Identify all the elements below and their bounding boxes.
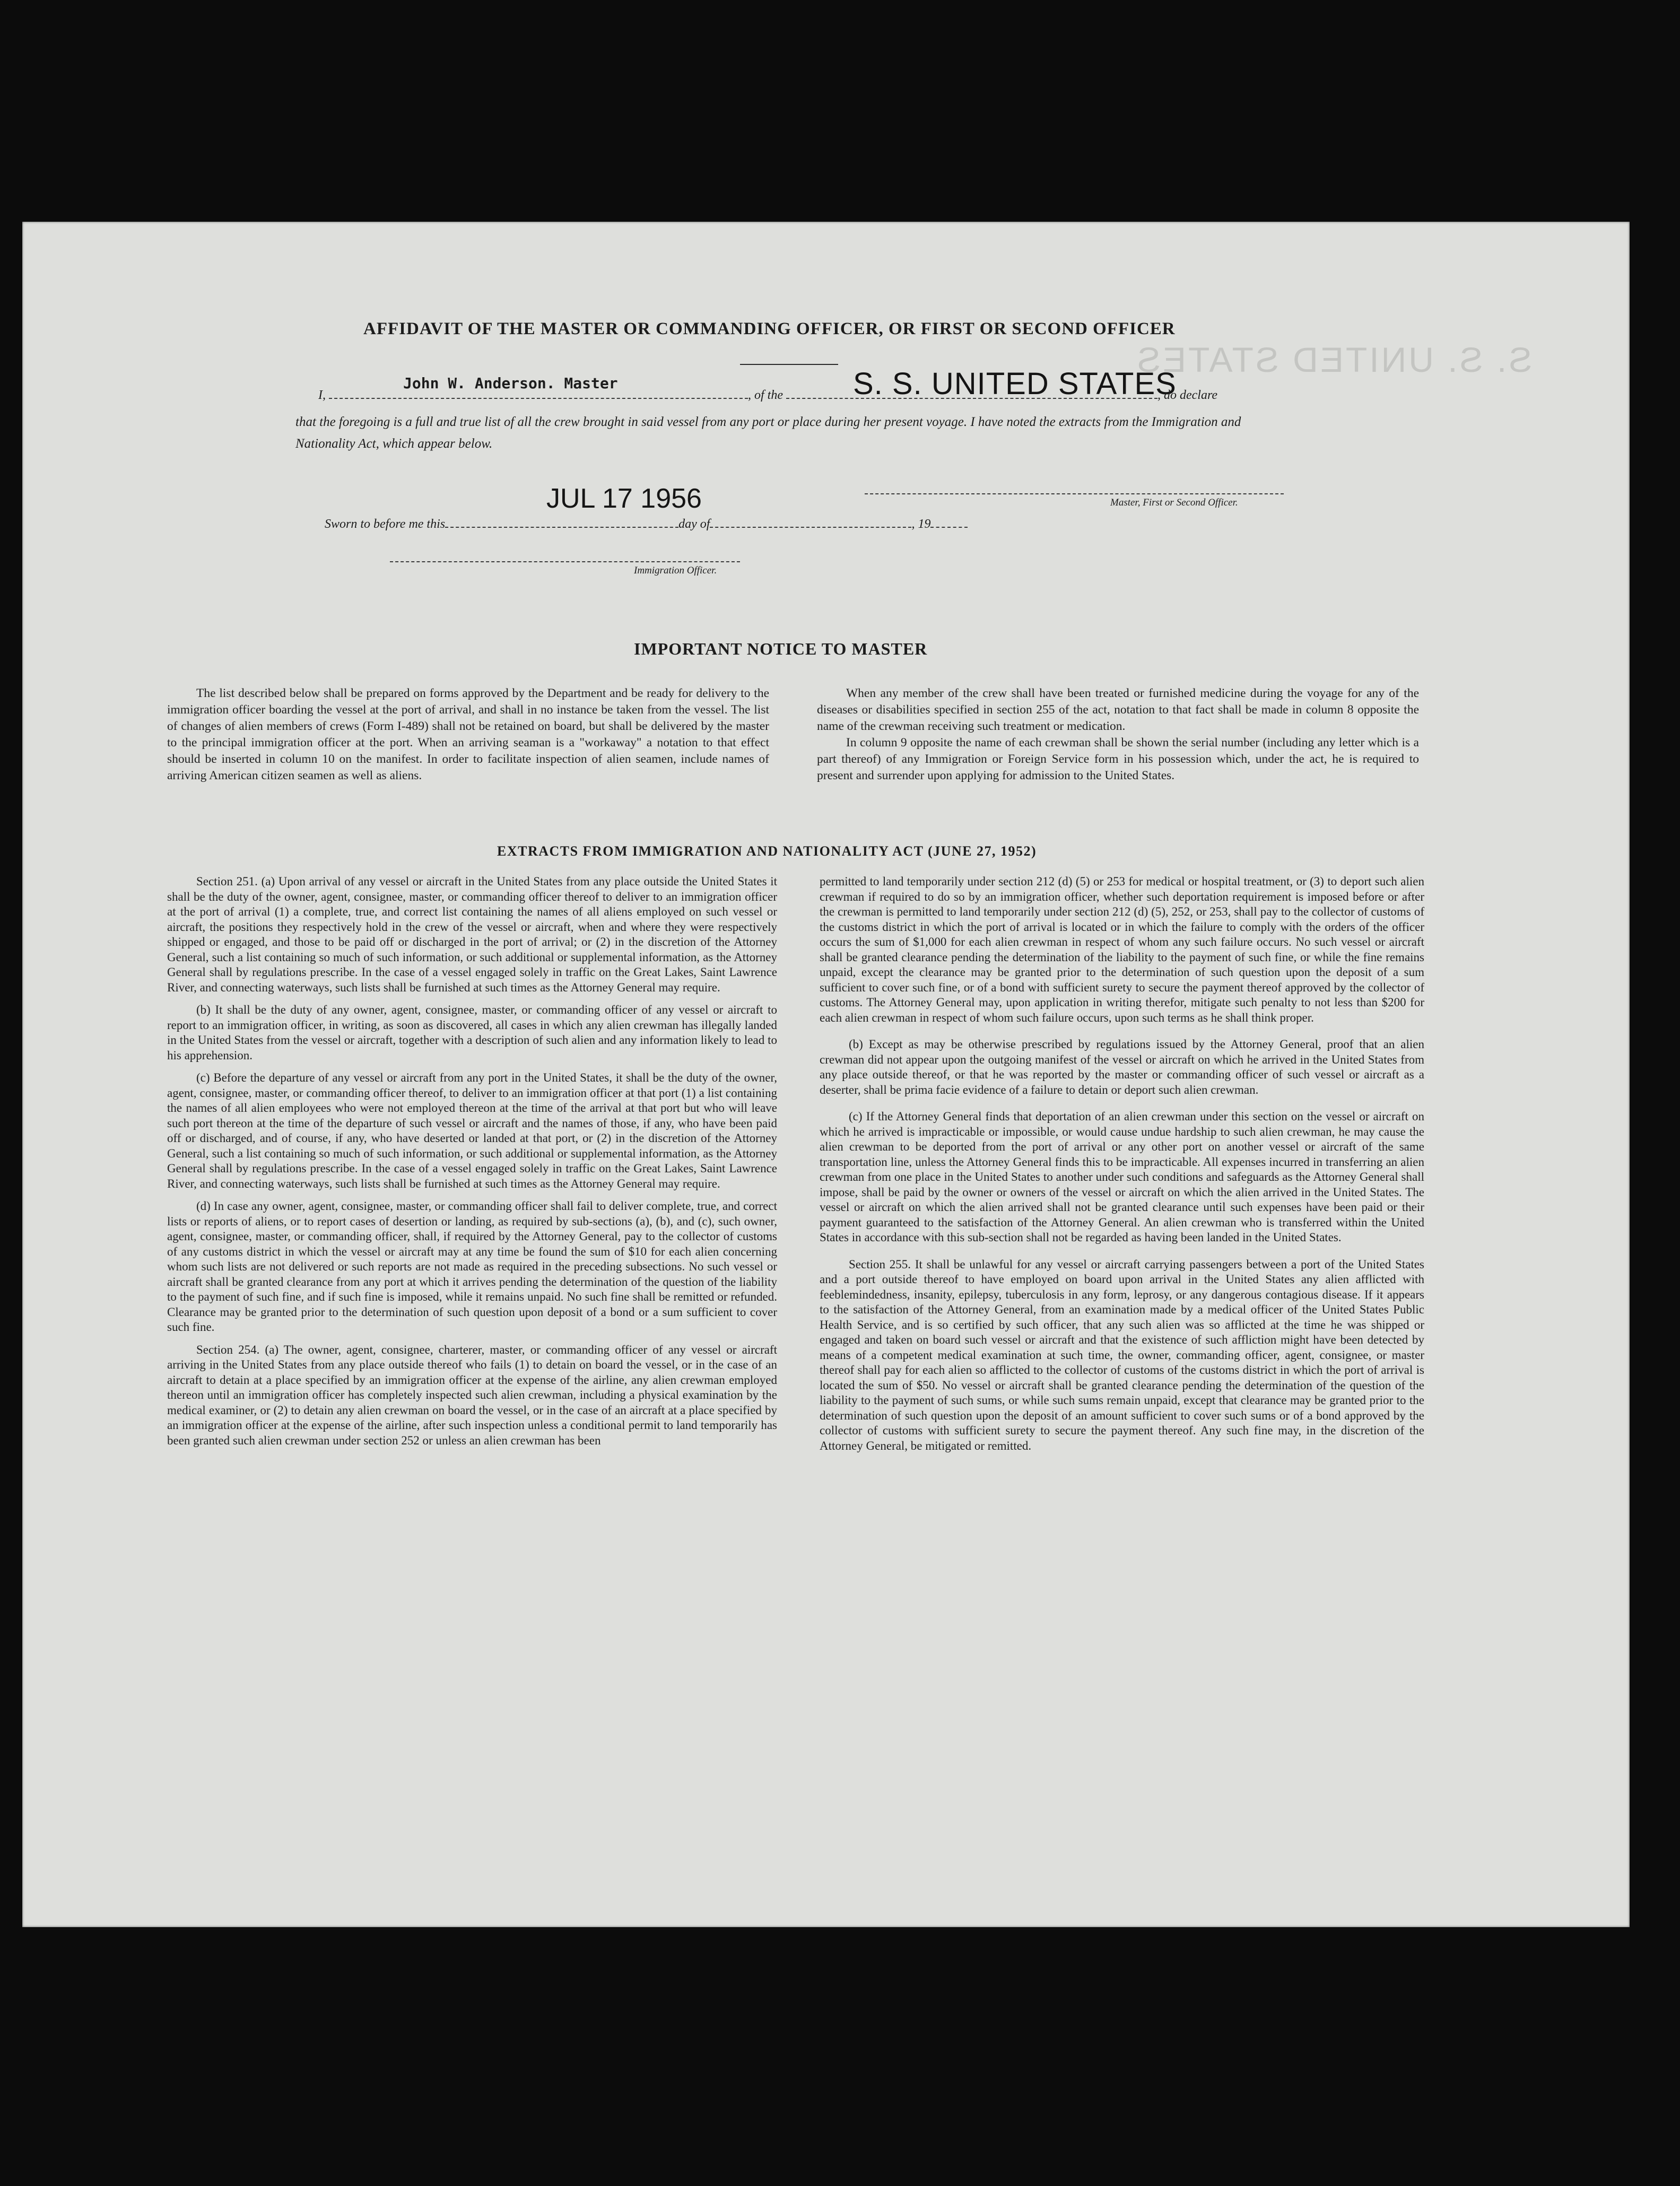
officer-signature-caption: Immigration Officer. xyxy=(634,565,717,576)
sworn-month-field xyxy=(710,527,911,528)
master-signature-caption: Master, First or Second Officer. xyxy=(1110,497,1238,508)
declaration-text: that the foregoing is a full and true list of all the crew brought in said vessel from any port or place during her present voyage. I have noted the extracts from the Immigration and Nationality Act, which appear below. xyxy=(295,415,1241,451)
of-the-label: , of the xyxy=(748,388,783,402)
date-stamp: JUL 17 1956 xyxy=(546,483,702,514)
notice-paragraph: When any member of the crew shall have been treated or furnished medicine during the voyage for any of the diseases or disabilities specified in section 255 of the act, notation to that fact shall be made in column 8 opposite the name of the crewman receiving such treatment or medication. xyxy=(817,686,1419,733)
statute-section: Section 255. It shall be unlawful for any vessel or aircraft carrying passengers between a port of the United States and a port outside thereof to have employed on board upon arrival in the United States any alien afflicted with feeblemindedness, insanity, epilepsy, tuberculosis in any form, leprosy, or any dangerous contagious disease. If it appears to the satisfaction of the Attorney General, from an examination made by a medical officer of the United States Public Health Service, and is so certified by such officer, that any such alien was so afflicted at the time he was shipped or engaged and taken on board such vessel or aircraft and that the existence of such affliction might have been detected by means of a competent medical examination at such time, the owner, commanding officer, agent, consignee, or master thereof shall pay for each alien so afflicted to the collector of customs of the customs district in which the port of arrival is located the sum of $50. No vessel or aircraft shall be granted clearance pending the determination of the question of the liability to the payment of such sums, or while such sums remain unpaid, except that clearance may be granted prior to the determination of such question upon the deposit of an amount sufficient to cover such sums or of a bond approved by the collector of customs with sufficient surety to secure the payment thereof. Any such fine may, in the discretion of the Attorney General, be mitigated or remitted. xyxy=(820,1257,1424,1452)
extracts-right-column xyxy=(820,874,1424,1453)
bleed-through-text: S. S. UNITED STATES xyxy=(1135,340,1533,379)
notice-title: IMPORTANT NOTICE TO MASTER xyxy=(634,639,928,658)
notice-left-column xyxy=(167,685,769,784)
sworn-year-field xyxy=(930,527,968,528)
day-of-label: day of xyxy=(678,517,710,531)
master-signature-line xyxy=(865,493,1284,494)
master-name-field xyxy=(329,398,748,399)
notice-paragraph: In column 9 opposite the name of each crewman shall be shown the serial number (including any letter which is a part thereof) of any Immigration or Foreign Service form in his possession which, under the act, he is required to present and surrender upon applying for admission to the United States. xyxy=(817,736,1419,782)
master-name: John W. Anderson. Master xyxy=(403,375,618,392)
statute-section: Section 251. (a) Upon arrival of any vessel or aircraft in the United States from any place outside the United States it shall be the duty of the owner, agent, consignee, master, or commanding officer thereof to deliver to an immigration officer at the port of arrival (1) a complete, true, and correct list containing the names of all aliens employed on such vessel or aircraft, the positions they respectively hold in the crew of the vessel or aircraft, when and where they were respectively shipped or engaged, and those to be paid off or discharged in the port of arrival; or (2) in the discretion of the Attorney General, such a list containing so much of such information, or such additional or supplemental information, as the Attorney General shall by regulations prescribe. In the case of a vessel engaged solely in traffic on the Great Lakes, Saint Lawrence River, and connecting waterways, such lists shall be furnished at such times as the Attorney General may require. xyxy=(167,875,777,994)
year-prefix: , 19 xyxy=(911,517,931,531)
statute-section: (b) Except as may be otherwise prescribed by regulations issued by the Attorney General, proof that an alien crewman did not appear upon the outgoing manifest of the vessel or aircraft on which he arrived in the United States from any place outside thereof, or that he was reported by the master or commanding officer of such vessel or aircraft as a deserter, shall be prima facie evidence of a failure to detain or deport such alien crewman. xyxy=(820,1038,1424,1096)
vessel-name-field xyxy=(786,398,1157,399)
statute-section: (c) If the Attorney General finds that deportation of an alien crewman under this section on the vessel or aircraft on which he arrived is impracticable or impossible, or would cause undue hardship to such alien crewman, he may cause the alien crewman to be deported from the port of arrival or any other port on another vessel or aircraft of the same transportation line, unless the Attorney General finds this to be impracticable. All expenses incurred in transferring an alien crewman from one place in the United States to another under such conditions and safeguards as the Attorney General shall impose, shall be paid by the owner or owners of the vessel or aircraft on which the alien arrived in the United States. The vessel or aircraft on which the alien arrived shall not be granted clearance until such expenses have been paid or their payment guaranteed to the satisfaction of the Attorney General. An alien crewman who is transferred within the United States in accordance with this sub-section shall not be regarded as having been landed in the United States. xyxy=(820,1110,1424,1244)
do-declare-label: , do declare xyxy=(1157,388,1218,402)
sworn-day-field xyxy=(445,527,678,528)
affidavit-title: AFFIDAVIT OF THE MASTER OR COMMANDING OFFICER, OR FIRST OR SECOND OFFICER xyxy=(363,319,1176,338)
statute-section: (c) Before the departure of any vessel or aircraft from any port in the United States, it shall be the duty of the owner, agent, consignee, master, or commanding officer thereof, to deliver to an immigration officer at that port (1) a list containing the names of all alien employees who were not employed thereon at the time of the arrival at that port but who will leave such port thereon at the time of the departure of such vessel or aircraft and the names of those, if any, who have been paid off or discharged, and of course, if any, who have deserted or landed at that port, or (2) in the discretion of the Attorney General, such a list containing so much of such information, or such additional or supplemental information, as the Attorney General shall by regulations prescribe. In the case of a vessel engaged solely in traffic on the Great Lakes, Saint Lawrence River, and connecting waterways, such lists shall be furnished at such times as the Attorney General may require. xyxy=(167,1071,777,1190)
sworn-line xyxy=(325,517,1014,532)
extracts-title: EXTRACTS FROM IMMIGRATION AND NATIONALITY ACT (JUNE 27, 1952) xyxy=(497,843,1037,859)
title-divider xyxy=(740,364,838,365)
statute-section: (b) It shall be the duty of any owner, agent, consignee, master, or commanding officer of any vessel or aircraft to report to an immigration officer, in writing, as soon as discovered, all cases in which any alien crewman has illegally landed in the United States from the vessel or aircraft, together with a description of such alien and any information likely to lead to his apprehension. xyxy=(167,1003,777,1062)
notice-right-column xyxy=(817,685,1419,784)
sworn-label: Sworn to before me this xyxy=(325,517,446,531)
extracts-left-column xyxy=(167,874,777,1448)
statute-section: (d) In case any owner, agent, consignee, master, or commanding officer shall fail to deliver complete, true, and correct lists or reports of aliens, or to report cases of desertion or landing, as required by sub-sections (a), (b), and (c), such owner, agent, consignee, master, or commanding officer, shall, if required by the Attorney General, pay to the collector of customs of any customs district in which the vessel or aircraft may at any time be found the sum of $10 for each alien concerning whom such lists are not delivered or such reports are not made as required in the preceding subsections. No such vessel or aircraft shall be granted clearance from any port at which it arrives pending the determination of the question of the liability to the payment of such fine, and if such fine is imposed, while it remains unpaid. No such fine shall be remitted or refunded. Clearance may be granted prior to the determination of such question upon deposit of a bond or a sum sufficient to cover such fine. xyxy=(167,1199,777,1334)
i-label: I, xyxy=(318,388,326,402)
declaration-line xyxy=(318,388,1289,403)
statute-section: Section 254. (a) The owner, agent, consignee, charterer, master, or commanding officer of any vessel or aircraft arriving in the United States from any place outside thereof who fails (1) to detain on board the vessel, or in the case of an aircraft to detain at a place specified by an immigration officer at the expense of the airline, any alien crewman employed thereon until an immigration officer has completely inspected such alien crewman, including a physical examination by the medical examiner, or (2) to detain any alien crewman on board the vessel, or in the case of an aircraft at a place specified by an immigration officer at the expense of the airline, after such inspection unless a conditional permit to land temporarily has been granted such alien crewman under section 252 or unless an alien crewman has been xyxy=(167,1343,777,1447)
notice-paragraph: The list described below shall be prepared on forms approved by the Department and be ready for delivery to the immigration officer boarding the vessel at the port of arrival, and shall in no instance be taken from the vessel. The list of changes of alien members of crews (Form I-489) shall not be retained on board, but shall be delivered by the master to the principal immigration officer at the port. When an arriving seaman is a "workaway" a notation to that effect should be inserted in column 10 on the manifest. In order to facilitate inspection of alien seamen, include names of arriving American citizen seamen as well as aliens. xyxy=(167,686,769,782)
vessel-name: S. S. UNITED STATES xyxy=(853,367,1177,401)
officer-signature-line xyxy=(390,561,740,562)
statute-section: permitted to land temporarily under section 212 (d) (5) or 253 for medical or hospital treatment, or (3) to deport such alien crewman if required to do so by an immigration officer, whether such deportation requirement is imposed before or after the crewman is permitted to land temporarily under section 212 (d) (5), 252, or 253, shall pay to the collector of customs of the customs district in which the port of arrival is located or in which the failure to comply with the orders of the officer occurs the sum of $1,000 for each alien crewman in respect of whom any such failure occurs. No such vessel or aircraft shall be granted clearance pending the determination of the liability to the payment of such fine, or while the fine remains unpaid, except the clearance may be granted prior to the determination of such question upon the deposit of a sum sufficient to cover such fine, or of a bond with sufficient surety to secure the payment thereof approved by the collector of customs. The Attorney General may, upon application in writing therefor, mitigate such penalty to not less than $200 for each alien crewman in respect of whom such failure occurs, upon such terms as he shall think proper. xyxy=(820,875,1424,1024)
